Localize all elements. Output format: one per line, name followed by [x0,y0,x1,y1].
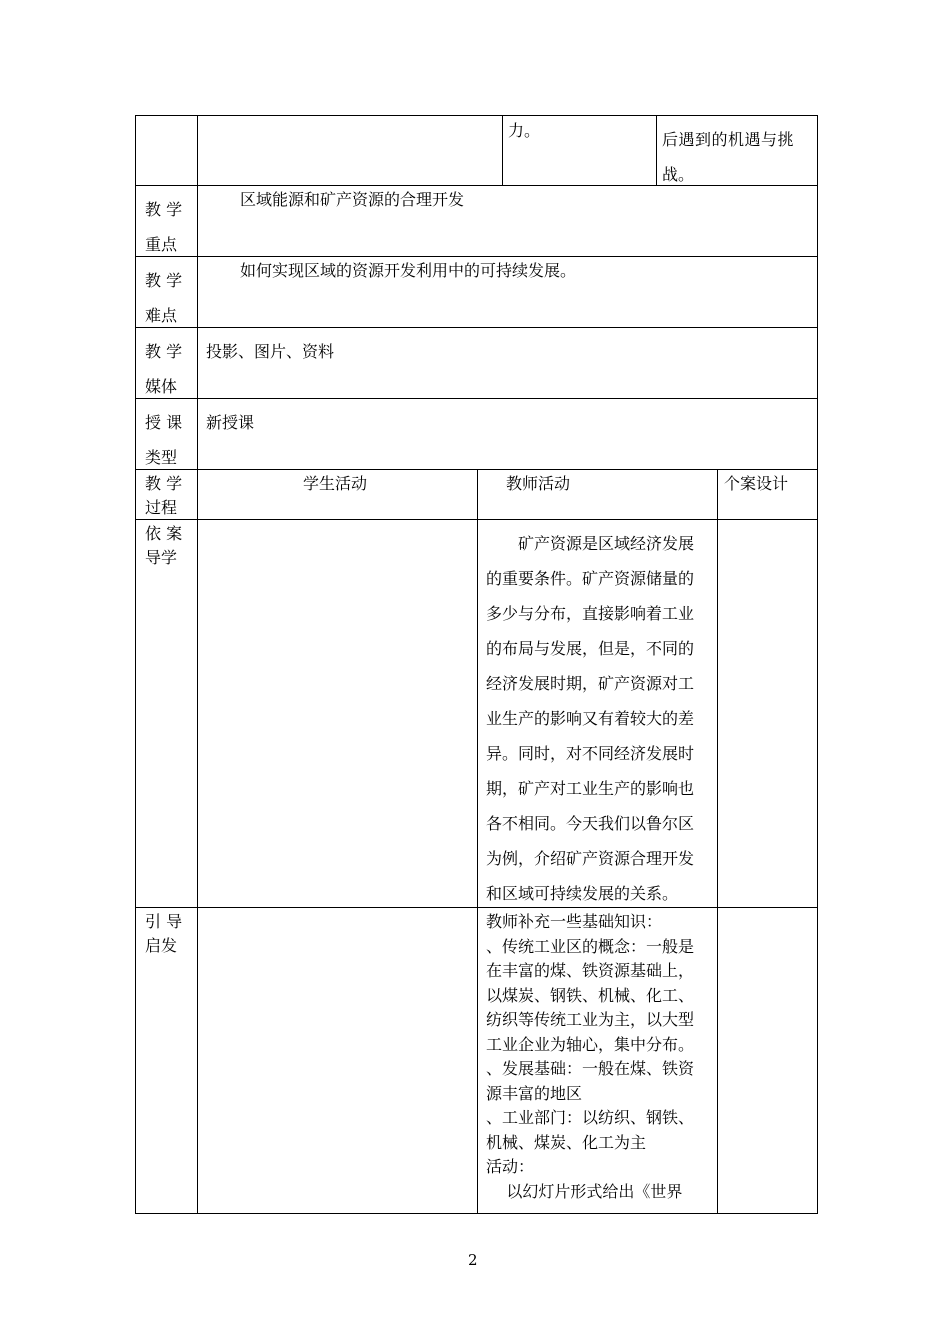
media-content: 投影、图片、资料 [206,342,335,361]
table-border-right [817,115,818,1213]
difficulties-content: 如何实现区域的资源开发利用中的可持续发展。 [240,261,577,280]
top-row-col4-line2: 战。 [662,165,695,184]
text-line: 、工业部门：以纺织、钢铁、 [486,1108,695,1127]
top-row-col3-text: 力。 [508,121,541,140]
lesson-type-content: 新授课 [206,413,255,432]
page-number: 2 [468,1251,478,1269]
table-divider [135,185,818,186]
key-points-content: 区域能源和矿产资源的合理开发 [240,190,465,209]
column-divider [502,115,503,185]
text-line: 的重要条件。矿产资源储量的 [486,569,695,588]
table-border-top [135,115,818,116]
table-border-bottom [135,1213,818,1214]
text-line: 经济发展时期，矿产资源对工 [486,674,695,693]
column-header-teacher: 教师活动 [506,474,571,493]
row-label-guided-study-2: 导学 [145,548,178,567]
row-label-key-points-2: 重点 [145,235,178,254]
text-line: 异。同时，对不同经济发展时 [486,744,695,763]
text-line: 的布局与发展，但是，不同的 [486,639,695,658]
column-divider [717,469,718,1213]
text-line: 以幻灯片形式给出《世界 [486,1181,683,1201]
column-divider [656,115,657,185]
row-label-difficulties-2: 难点 [145,306,178,325]
text-line: 以煤炭、钢铁、机械、化工、 [486,985,695,1005]
text-line: 源丰富的地区 [486,1083,583,1103]
row-label-media: 教 学 [145,342,183,361]
column-header-design: 个案设计 [724,474,789,493]
row-label-process-2: 过程 [145,498,178,517]
column-header-student: 学生活动 [303,474,368,493]
row-label-lesson-type-2: 类型 [145,448,178,467]
text-line: 纺织等传统工业为主，以大型 [486,1010,695,1029]
row-label-lesson-type: 授 课 [145,413,183,432]
text-line: 、发展基础：一般在煤、铁资 [486,1059,695,1078]
text-line: 教师补充一些基础知识： [486,912,663,931]
row-label-inspiration-2: 启发 [145,936,178,955]
guided-study-teacher-text [486,526,694,911]
inspiration-teacher-text [486,910,694,1204]
text-line: 工业企业为轴心，集中分布。 [486,1034,695,1054]
text-line: 机械、煤炭、化工为主 [486,1132,647,1152]
label-column-divider [197,115,198,1213]
text-line: 为例，介绍矿产资源合理开发 [486,849,695,868]
text-line: 和区域可持续发展的关系。 [486,884,679,903]
row-label-guided-study: 依 案 [145,524,183,543]
text-line: 矿产资源是区域经济发展 [518,534,695,553]
row-label-process: 教 学 [145,474,183,493]
table-divider [135,398,818,399]
text-line: 业生产的影响又有着较大的差 [486,709,695,728]
row-label-difficulties: 教 学 [145,271,183,290]
row-label-media-2: 媒体 [145,377,178,396]
row-label-inspiration: 引 导 [145,912,183,931]
table-divider [135,327,818,328]
text-line: 期，矿产对工业生产的影响也 [486,779,695,798]
column-divider [477,469,478,1213]
text-line: 、传统工业区的概念：一般是 [486,936,695,956]
text-line: 在丰富的煤、铁资源基础上， [486,961,695,980]
top-row-col4-line1: 后遇到的机遇与挑 [662,130,795,149]
text-line: 多少与分布，直接影响着工业 [486,604,695,623]
text-line: 活动： [486,1157,535,1176]
row-label-key-points: 教 学 [145,200,183,219]
table-border-left [135,115,136,1213]
text-line: 各不相同。今天我们以鲁尔区 [486,814,695,833]
table-divider [135,256,818,257]
